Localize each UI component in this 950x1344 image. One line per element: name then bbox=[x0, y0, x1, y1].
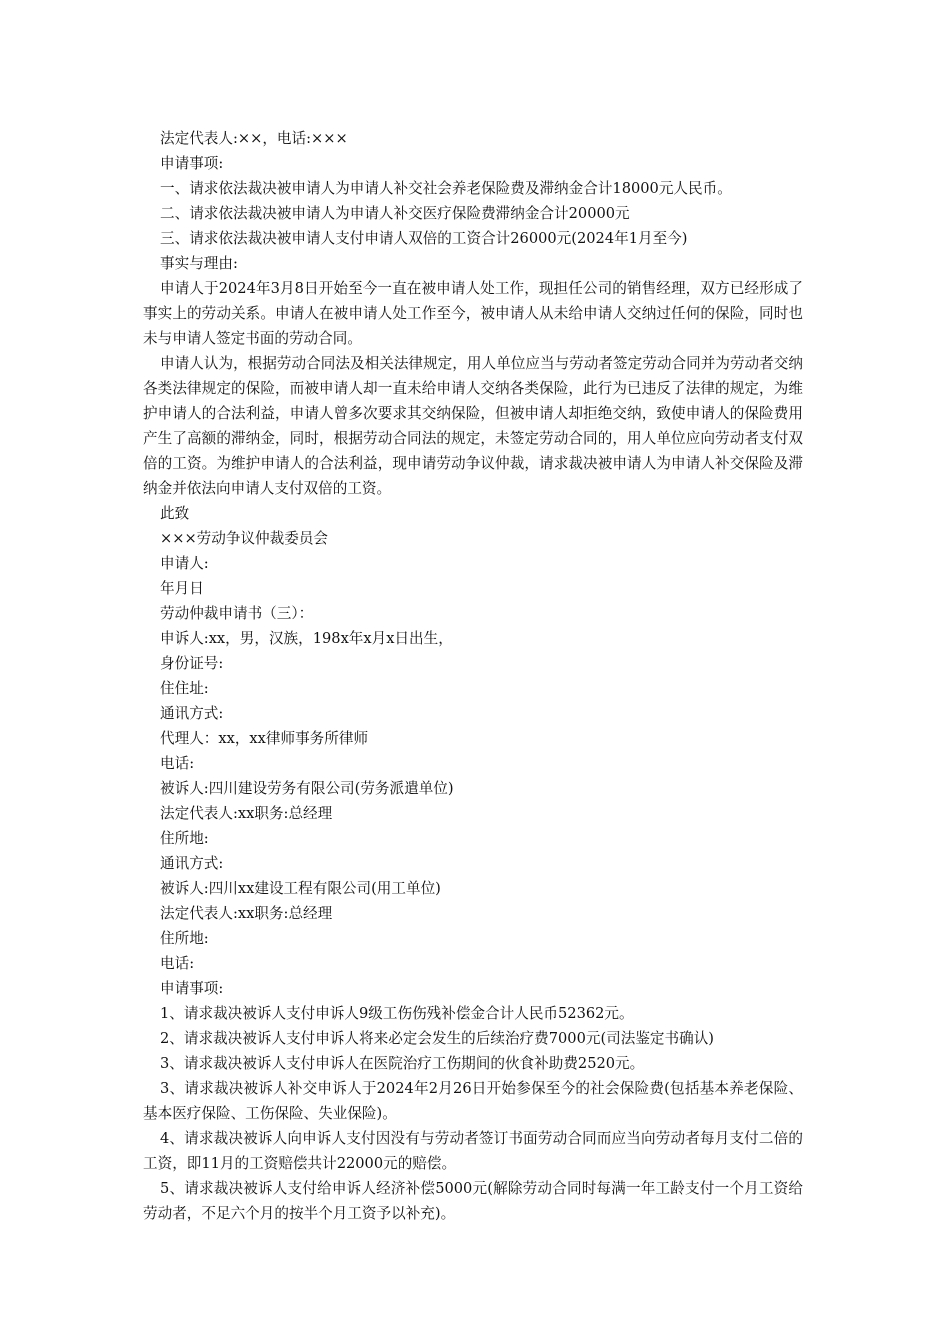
paragraph-date: 年月日 bbox=[160, 580, 204, 597]
paragraph-committee: ×××劳动争议仲裁委员会 bbox=[160, 530, 329, 547]
paragraph-request-3b: 3、请求裁决被诉人补交申诉人于2024年2月26日开始参保至今的社会保险费(包括基本养老保险、基本医疗保险、工伤保险、失业保险)。 bbox=[143, 1080, 803, 1122]
paragraph-legal-representative-3: 法定代表人:xx职务:总经理 bbox=[160, 905, 333, 922]
paragraph-applicant-signature: 申请人: bbox=[160, 555, 209, 572]
paragraph-claim-3: 三、请求依法裁决被申请人支付申请人双倍的工资合计26000元(2024年1月至今) bbox=[160, 230, 688, 247]
paragraph-agent: 代理人：xx，xx律师事务所律师 bbox=[160, 730, 369, 747]
paragraph-domicile-1: 住所地: bbox=[160, 830, 209, 847]
paragraph-claims-heading-1: 申请事项: bbox=[160, 155, 224, 172]
paragraph-request-4: 4、请求裁决被诉人向申诉人支付因没有与劳动者签订书面劳动合同而应当向劳动者每月支付二倍的工资，即11月的工资赔偿共计22000元的赔偿。 bbox=[143, 1130, 803, 1172]
paragraph-section-title-3: 劳动仲裁申请书（三）： bbox=[160, 605, 314, 622]
paragraph-address: 住住址: bbox=[160, 680, 209, 697]
paragraph-request-3a: 3、请求裁决被诉人支付申诉人在医院治疗工伤期间的伙食补助费2520元。 bbox=[160, 1055, 645, 1072]
paragraph-request-2: 2、请求裁决被诉人支付申诉人将来必定会发生的后续治疗费7000元(司法鉴定书确认) bbox=[160, 1030, 715, 1047]
paragraph-domicile-2: 住所地: bbox=[160, 930, 209, 947]
paragraph-contact-2: 通讯方式: bbox=[160, 855, 224, 872]
paragraph-phone-1: 电话: bbox=[160, 755, 195, 772]
paragraph-phone-2: 电话: bbox=[160, 955, 195, 972]
paragraph-respondent-1: 被诉人:四川建设劳务有限公司(劳务派遣单位) bbox=[160, 780, 454, 797]
paragraph-facts-heading: 事实与理由: bbox=[160, 255, 238, 272]
document-body bbox=[143, 126, 803, 1226]
paragraph-complainant: 申诉人:xx，男，汉族，198x年x月x日出生， bbox=[160, 630, 453, 647]
paragraph-facts-1: 申请人于2024年3月8日开始至今一直在被申请人处工作，现担任公司的销售经理，双方已经形成了事实上的劳动关系。申请人在被申请人处工作至今，被申请人从未给申请人交纳过任何的保险，同时也未与申请人签定书面的劳动合同。 bbox=[143, 280, 803, 347]
paragraph-salutation: 此致 bbox=[160, 505, 190, 522]
paragraph-facts-2: 申请人认为，根据劳动合同法及相关法律规定，用人单位应当与劳动者签定劳动合同并为劳动者交纳各类法律规定的保险，而被申请人却一直未给申请人交纳各类保险，此行为已违反了法律的规定，为维护申请人的合法利益，申请人曾多次要求其交纳保险，但被申请人却拒绝交纳，致使申请人的保险费用产生了高额的滞纳金，同时，根据劳动合同法的规定，未签定劳动合同的，用人单位应向劳动者支付双倍的工资。为维护申请人的合法利益，现申请劳动争议仲裁，请求裁决被申请人为申请人补交保险及滞纳金并依法向申请人支付双倍的工资。 bbox=[143, 355, 803, 497]
paragraph-claim-2: 二、请求依法裁决被申请人为申请人补交医疗保险费滞纳金合计20000元 bbox=[160, 205, 630, 222]
paragraph-claim-1: 一、请求依法裁决被申请人为申请人补交社会养老保险费及滞纳金合计18000元人民币。 bbox=[160, 180, 732, 197]
paragraph-id-number: 身份证号: bbox=[160, 655, 224, 672]
paragraph-request-1: 1、请求裁决被诉人支付申诉人9级工伤伤残补偿金合计人民币52362元。 bbox=[160, 1005, 634, 1022]
paragraph-request-5: 5、请求裁决被诉人支付给申诉人经济补偿5000元(解除劳动合同时每满一年工龄支付一个月工资给劳动者，不足六个月的按半个月工资予以补充)。 bbox=[143, 1180, 803, 1222]
paragraph-respondent-2: 被诉人:四川xx建设工程有限公司(用工单位) bbox=[160, 880, 441, 897]
paragraph-contact-1: 通讯方式: bbox=[160, 705, 224, 722]
paragraph-legal-representative-2: 法定代表人:xx职务:总经理 bbox=[160, 805, 333, 822]
paragraph-legal-representative-1: 法定代表人:××，电话:××× bbox=[160, 130, 348, 147]
paragraph-claims-heading-2: 申请事项: bbox=[160, 980, 224, 997]
